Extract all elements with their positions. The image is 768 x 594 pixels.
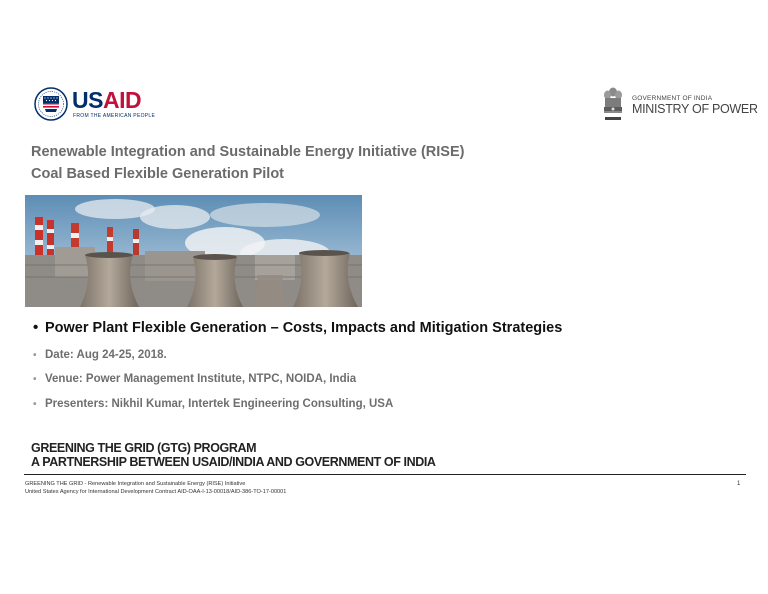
page-title: Renewable Integration and Sustainable Energy Initiative (RISE)	[31, 144, 465, 160]
ministry-name-text: MINISTRY OF POWER	[632, 102, 758, 116]
bullet-icon: •	[33, 350, 37, 361]
venue-text: Venue: Power Management Institute, NTPC, NOIDA, India	[45, 373, 357, 385]
bullet-venue	[33, 373, 356, 385]
usaid-wordmark: USAID	[72, 87, 142, 113]
usaid-logo	[34, 87, 154, 123]
footer-divider	[24, 474, 746, 475]
bullet-icon: •	[33, 319, 39, 336]
bullet-icon: •	[33, 399, 37, 410]
bullet-presenters	[33, 398, 393, 410]
footer-contract: United States Agency for International Development Contract AID-OAA-I-13-00018/AID-386-TO-17-00001	[25, 489, 287, 495]
presenters-text: Presenters: Nikhil Kumar, Intertek Engineering Consulting, USA	[45, 398, 394, 410]
power-plant-photo	[25, 195, 362, 307]
usaid-seal-icon	[34, 87, 68, 121]
ministry-of-power-logo	[600, 86, 758, 126]
date-text: Date: Aug 24-25, 2018.	[45, 349, 167, 361]
program-partnership: A PARTNERSHIP BETWEEN USAID/INDIA AND GOVERNMENT OF INDIA	[31, 455, 436, 469]
bullet-date	[33, 349, 167, 361]
program-title: GREENING THE GRID (GTG) PROGRAM	[31, 441, 257, 455]
national-emblem-icon	[600, 86, 626, 124]
footer-initiative: GREENING THE GRID - Renewable Integration and Sustainable Energy (RISE) Initiative	[25, 481, 246, 487]
page-number: 1	[737, 481, 741, 487]
usaid-tagline: FROM THE AMERICAN PEOPLE	[73, 113, 156, 119]
page-subtitle: Coal Based Flexible Generation Pilot	[31, 166, 285, 182]
bullet-main-topic	[33, 319, 562, 336]
government-of-india-text: GOVERNMENT OF INDIA	[632, 95, 713, 102]
bullet-icon: •	[33, 374, 37, 385]
main-topic-text: Power Plant Flexible Generation – Costs, Impacts and Mitigation Strategies	[45, 320, 563, 336]
